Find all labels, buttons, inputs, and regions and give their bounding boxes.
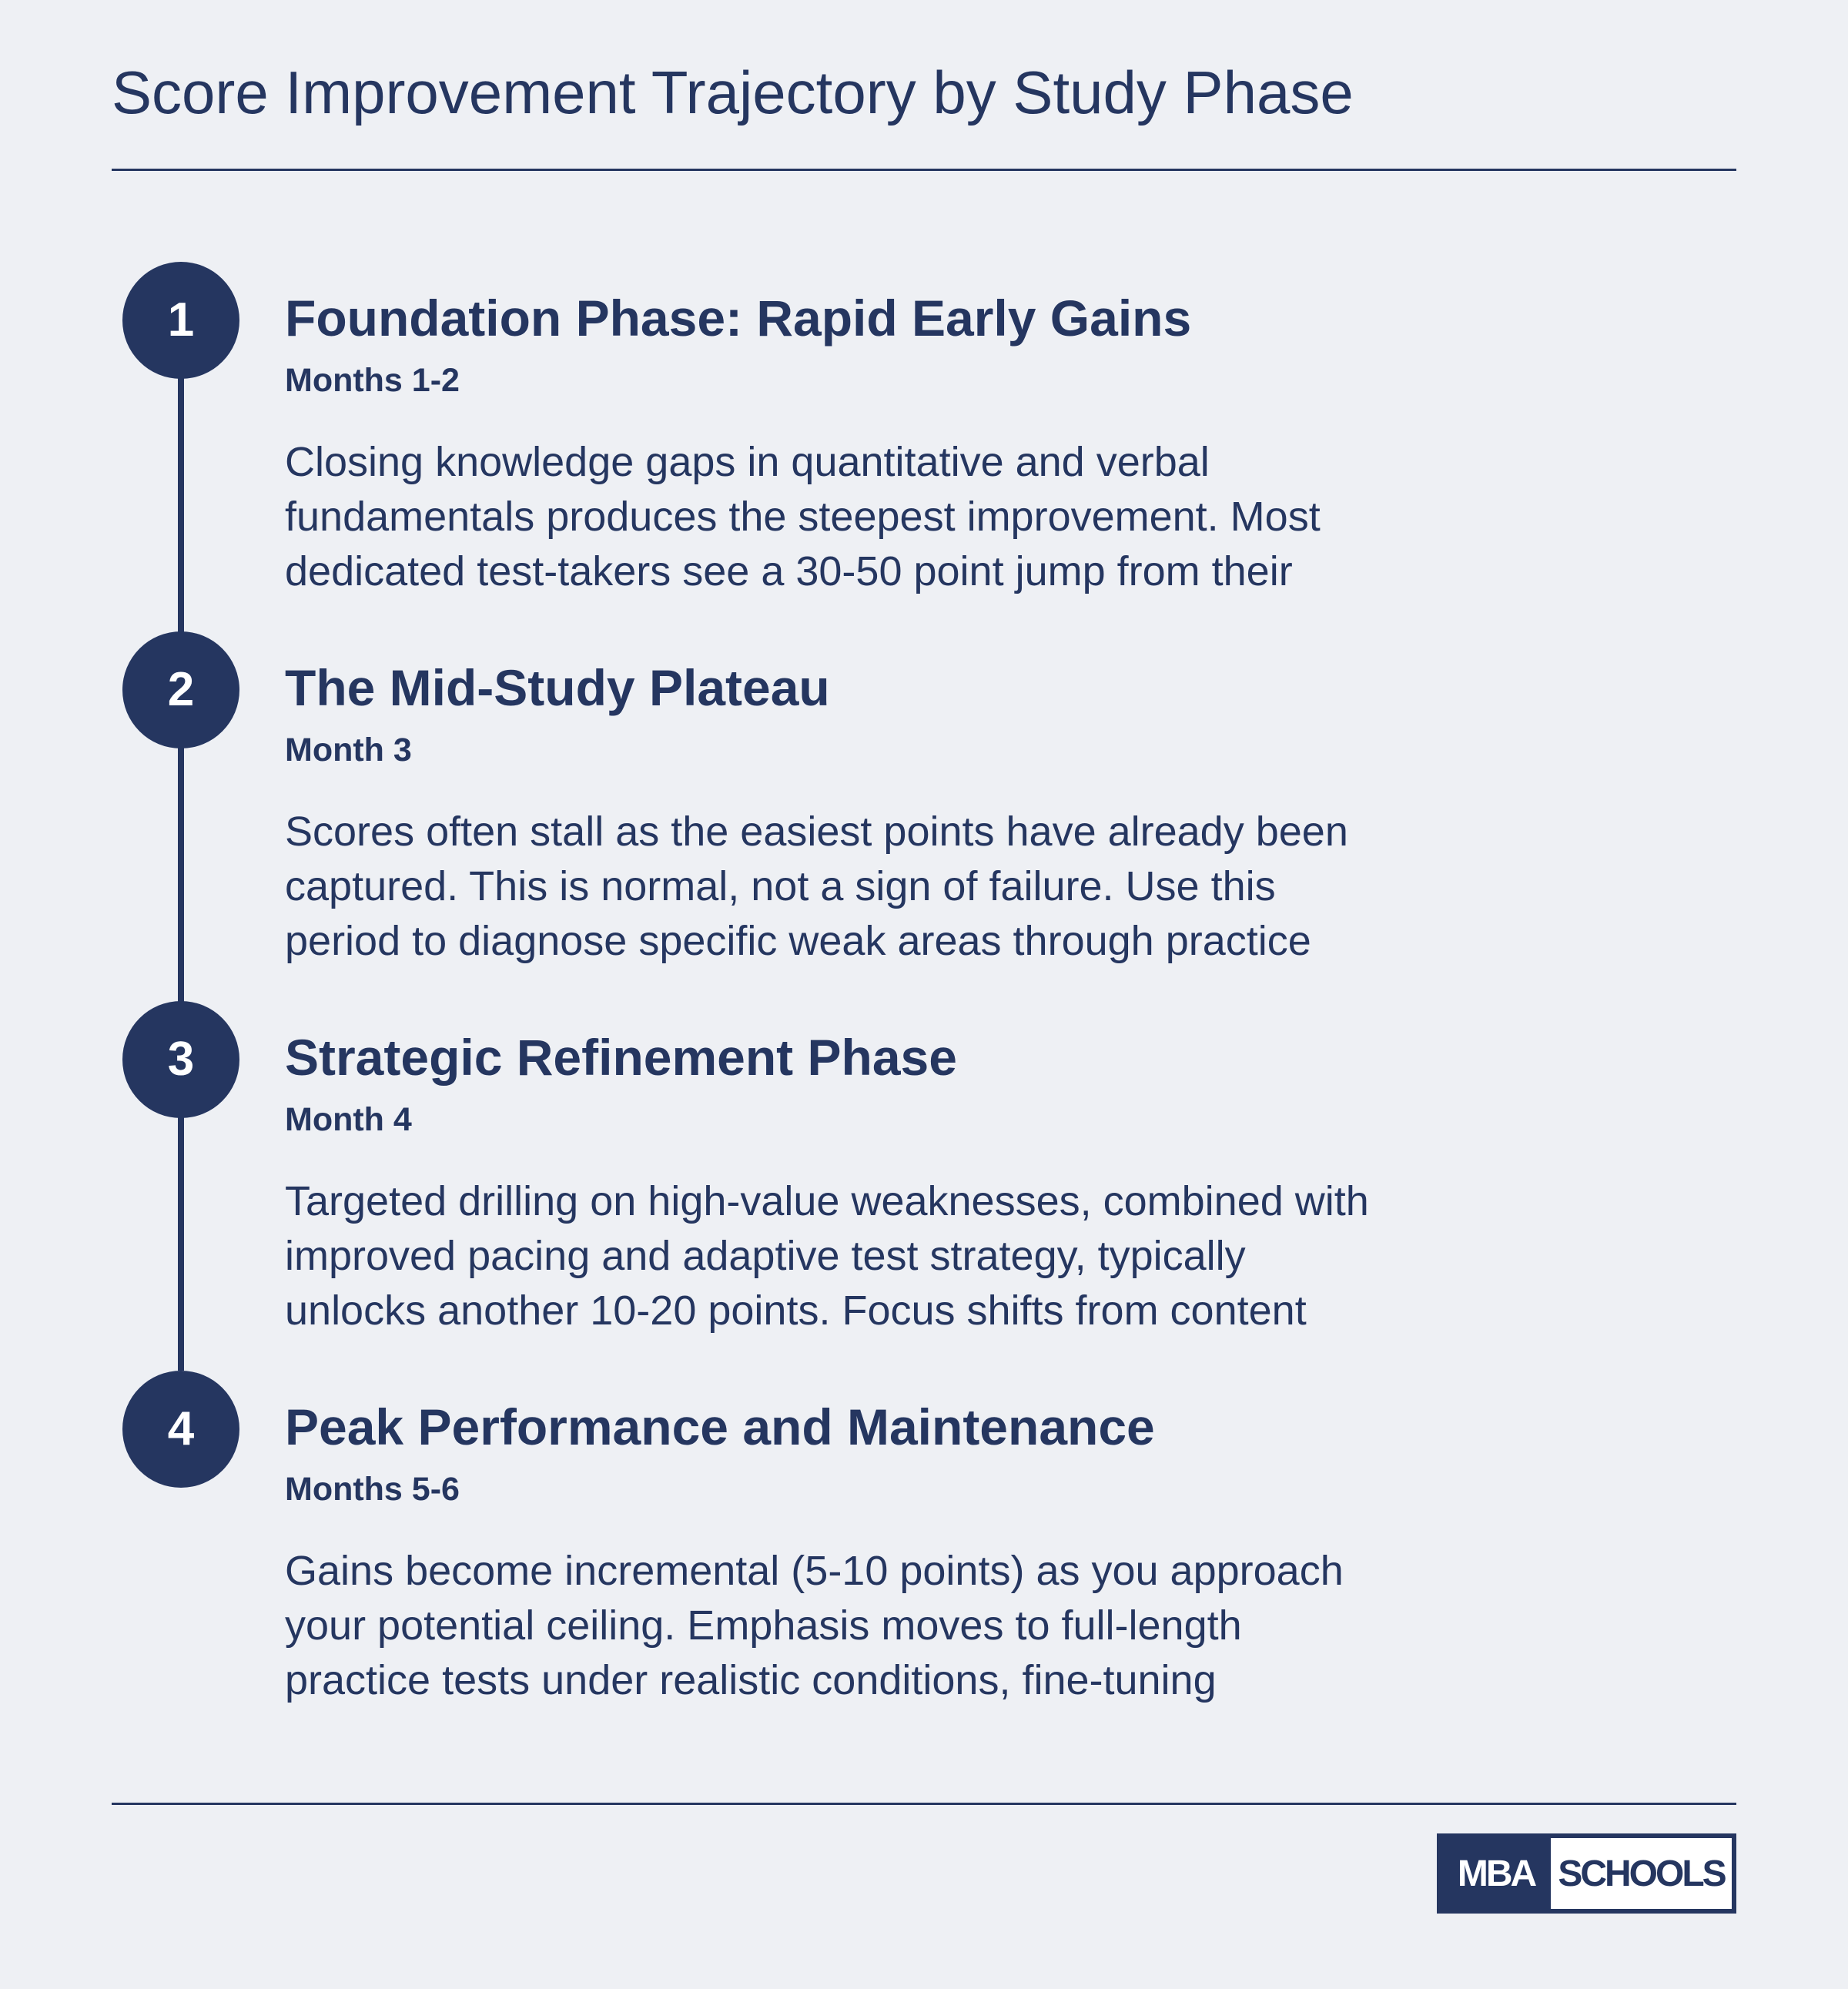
step-title: Peak Performance and Maintenance	[285, 1398, 1155, 1455]
step-description-line: dedicated test-takers see a 30-50 point jump from their	[285, 548, 1293, 594]
step-period: Months 5-6	[285, 1471, 460, 1508]
logo-schools-text: SCHOOLS	[1558, 1853, 1725, 1894]
step-description-line: Gains become incremental (5-10 points) as you approach	[285, 1548, 1344, 1594]
page-title: Score Improvement Trajectory by Study Phase	[112, 59, 1354, 126]
step-number-badge: 2	[122, 631, 239, 748]
step-title: Strategic Refinement Phase	[285, 1029, 957, 1086]
step-description-line: improved pacing and adaptive test strategy, typically	[285, 1233, 1246, 1279]
timeline-connector	[178, 323, 184, 1371]
step-description	[285, 1174, 1455, 1338]
step-description-line: Scores often stall as the easiest points have already been	[285, 809, 1348, 855]
step-description-line: Closing knowledge gaps in quantitative and verbal	[285, 439, 1210, 485]
step-number-badge: 4	[122, 1371, 239, 1488]
step-description-line: Targeted drilling on high-value weaknesses, combined with	[285, 1178, 1369, 1224]
step-title: Foundation Phase: Rapid Early Gains	[285, 290, 1192, 347]
step-title: The Mid-Study Plateau	[285, 659, 830, 716]
step-number-badge: 1	[122, 262, 239, 379]
mba-schools-logo	[1437, 1833, 1736, 1914]
step-description-line: captured. This is normal, not a sign of failure. Use this	[285, 863, 1276, 909]
step-number-badge: 3	[122, 1001, 239, 1118]
step-description	[285, 1544, 1455, 1708]
step-period: Month 4	[285, 1101, 412, 1138]
step-description-line: fundamentals produces the steepest improvement. Most	[285, 494, 1321, 540]
logo-mba-text: MBA	[1441, 1838, 1551, 1909]
step-description	[285, 805, 1455, 969]
step-description-line: practice tests under realistic conditions, fine-tuning	[285, 1657, 1217, 1703]
step-description-line: period to diagnose specific weak areas through practice	[285, 918, 1311, 964]
step-period: Month 3	[285, 732, 412, 768]
bottom-divider	[112, 1803, 1736, 1805]
step-description	[285, 435, 1455, 599]
step-description-line: your potential ceiling. Emphasis moves to full-length	[285, 1602, 1242, 1649]
step-description-line: unlocks another 10-20 points. Focus shifts from content	[285, 1287, 1307, 1334]
top-divider	[112, 169, 1736, 171]
step-period: Months 1-2	[285, 362, 460, 399]
